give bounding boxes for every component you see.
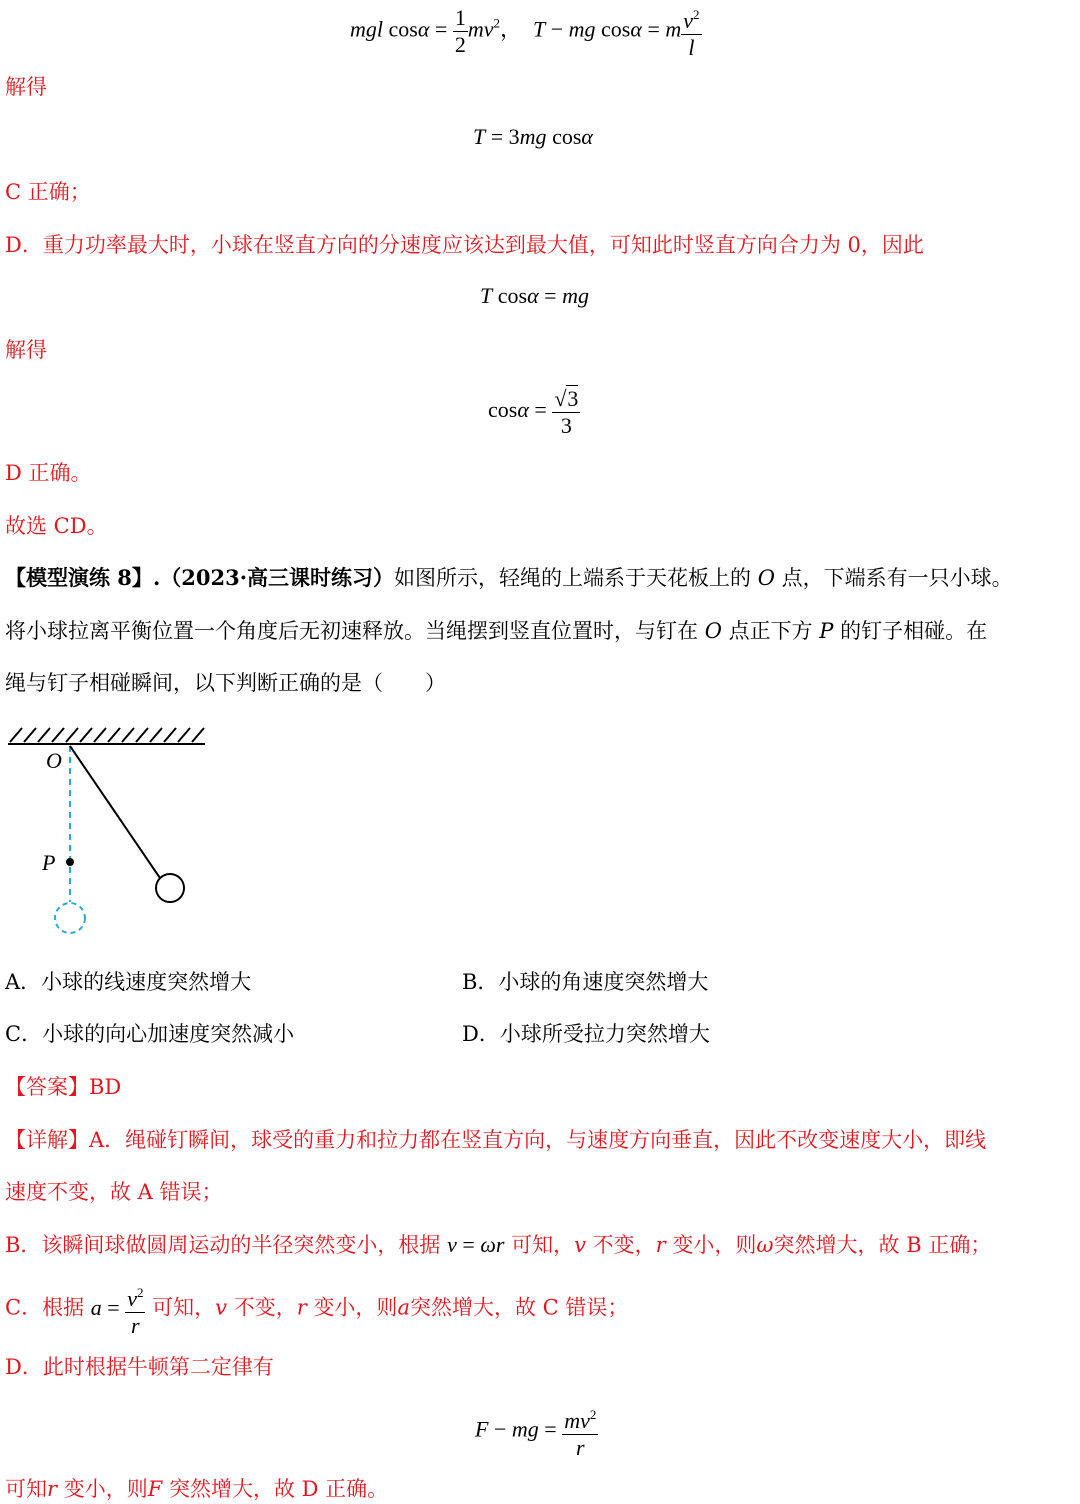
detail-c-pre: C．根据 bbox=[5, 1295, 85, 1320]
answer-line bbox=[5, 1072, 121, 1102]
detail-line-last bbox=[5, 1474, 388, 1504]
detail-label: 【详解】 bbox=[5, 1128, 89, 1152]
equation-cos-result: cosα = $\frac{√3}{3}$ bbox=[488, 386, 579, 438]
ceiling-hatching bbox=[8, 728, 205, 744]
detail-b-mid1: 可知， bbox=[511, 1233, 575, 1257]
detail-c-mid3: 变小，则 bbox=[313, 1295, 398, 1320]
nail-point-p bbox=[66, 858, 74, 866]
formula-a-v2-r: a = $\frac{v^2}{r}$ bbox=[90, 1285, 144, 1338]
detail-line-c bbox=[5, 1280, 628, 1339]
option-a: A．小球的线速度突然增大 bbox=[5, 970, 252, 994]
problem-text-2: 点，下端系有一只小球。 bbox=[781, 566, 1013, 590]
detail-b-end: 突然增大，故 B 正确； bbox=[773, 1233, 992, 1257]
detail-last-end: 突然增大，故 D 正确。 bbox=[169, 1477, 389, 1501]
text-c-correct: C 正确； bbox=[5, 180, 91, 204]
pendulum-figure bbox=[0, 720, 220, 940]
var-v: v bbox=[574, 1233, 586, 1257]
answer-label: 【答案】 bbox=[5, 1075, 89, 1099]
var-r: r bbox=[655, 1233, 666, 1257]
text-jiede-1: 解得 bbox=[5, 75, 47, 99]
var-a: a bbox=[397, 1295, 410, 1320]
point-p-inline: P bbox=[819, 619, 834, 643]
label-p: P bbox=[42, 850, 56, 875]
detail-a-text-1: A．绳碰钉瞬间，球受的重力和拉力都在竖直方向，与速度方向垂直，因此不改变速度大小，即线 bbox=[89, 1128, 987, 1152]
var-f: F bbox=[147, 1477, 163, 1501]
detail-c-mid2: 不变， bbox=[233, 1295, 297, 1320]
problem-text-2c: 的钉子相碰。在 bbox=[840, 619, 988, 643]
string-line bbox=[70, 746, 160, 878]
var-omega: ω bbox=[756, 1233, 774, 1257]
formula-v-omega-r: v = ωr bbox=[447, 1232, 505, 1257]
text-jiede-2: 解得 bbox=[5, 338, 47, 362]
problem-text-2a: 将小球拉离平衡位置一个角度后无初速释放。当绳摆到竖直位置时，与钉在 bbox=[5, 619, 698, 643]
text-choose-cd: 故选 CD。 bbox=[5, 514, 108, 538]
var-r-2: r bbox=[296, 1295, 307, 1320]
detail-c-mid1: 可知， bbox=[152, 1295, 216, 1320]
detail-last-mid: 变小，则 bbox=[63, 1477, 148, 1501]
detail-last-pre: 可知 bbox=[5, 1477, 47, 1501]
problem-line-1 bbox=[5, 563, 1013, 593]
detail-line-b bbox=[5, 1230, 991, 1260]
equation-energy-tension: mgl cosα = $\frac{1}{2}$ $mv^2$， T − mg cosα = m $\frac{v^2}{l}$ bbox=[350, 5, 700, 60]
ball bbox=[156, 874, 184, 902]
equation-newton-second-law: F − mg = $\frac{mv^2}{r}$ bbox=[475, 1407, 597, 1460]
dashed-ball bbox=[55, 903, 85, 933]
problem-line-3: 绳与钉子相碰瞬间，以下判断正确的是（ ） bbox=[5, 671, 446, 695]
point-o-inline-2: O bbox=[704, 619, 722, 643]
detail-b-mid2: 不变， bbox=[592, 1233, 656, 1257]
detail-b-pre: B．该瞬间球做圆周运动的半径突然变小，根据 bbox=[5, 1233, 441, 1257]
detail-b-mid3: 变小，则 bbox=[672, 1233, 757, 1257]
text-d-explain: D．重力功率最大时，小球在竖直方向的分速度应该达到最大值，可知此时竖直方向合力为 0，因此 bbox=[5, 233, 924, 257]
problem-text-2b: 点正下方 bbox=[728, 619, 813, 643]
detail-c-end: 突然增大，故 C 错误； bbox=[409, 1295, 629, 1320]
var-v-2: v bbox=[215, 1295, 228, 1320]
equation-vertical-balance: T cosα = mg bbox=[480, 283, 589, 308]
text-d-correct: D 正确。 bbox=[5, 461, 92, 485]
var-r-3: r bbox=[47, 1477, 58, 1501]
equation-tension-result: T = 3mg cosα bbox=[473, 124, 593, 149]
problem-line-2 bbox=[5, 616, 987, 646]
detail-line-d: D．此时根据牛顿第二定律有 bbox=[5, 1355, 274, 1379]
option-d: D．小球所受拉力突然增大 bbox=[462, 1022, 710, 1046]
detail-line-a1 bbox=[5, 1125, 986, 1155]
option-b: B．小球的角速度突然增大 bbox=[462, 970, 709, 994]
answer-value: BD bbox=[89, 1075, 122, 1099]
label-o: O bbox=[46, 748, 62, 773]
problem-tag: 【模型演练 8】 bbox=[5, 565, 153, 590]
option-c: C．小球的向心加速度突然减小 bbox=[5, 1022, 295, 1046]
problem-text-1: 如图所示，轻绳的上端系于天花板上的 bbox=[394, 566, 752, 590]
problem-source: .（2023·高三课时练习） bbox=[152, 565, 395, 590]
point-o-inline: O bbox=[757, 566, 775, 590]
detail-line-a2: 速度不变，故 A 错误； bbox=[5, 1180, 223, 1204]
